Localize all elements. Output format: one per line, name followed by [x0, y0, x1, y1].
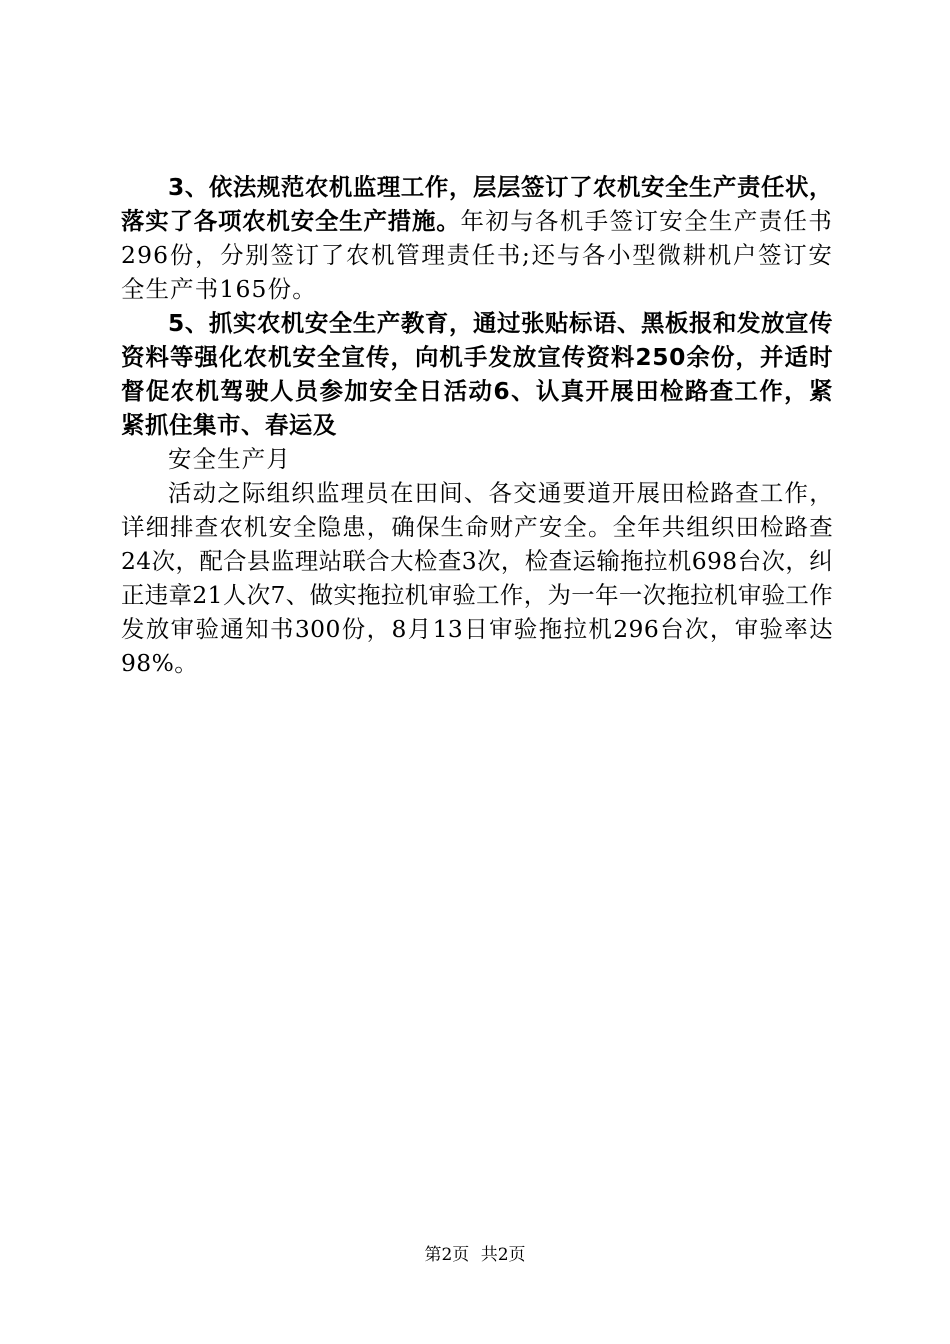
- page-number-total: 共2页: [480, 1245, 526, 1265]
- paragraph-bold-text: 3、依法规范农机监理工作，层层签订了农机安全生产责任状，落实了各项农机安全生产措施。: [121, 173, 833, 235]
- document-body: [121, 170, 833, 680]
- paragraph-normal-text: 安全生产月: [168, 445, 291, 473]
- page-number-current: 第2页: [424, 1245, 470, 1265]
- paragraph-supervision: [121, 170, 833, 306]
- paragraph-safety-month: [121, 442, 833, 476]
- page-footer: [0, 1244, 950, 1266]
- paragraph-normal-text: 年初与各机手签订安全生产责任书296份，分别签订了农机管理责任书;还与各小型微耕机户签订安全生产书165份。: [121, 207, 833, 303]
- paragraph-inspection: [121, 476, 833, 680]
- paragraph-normal-text: 活动之际组织监理员在田间、各交通要道开展田检路查工作，详细排查农机安全隐患，确保生命财产安全。全年共组织田检路查24次，配合县监理站联合大检查3次，检查运输拖拉机698台次，纠正违章21人次7、做实拖拉机审验工作，为一年一次拖拉机审验工作发放审验通知书300份，8月13日审验拖拉机296台次，审验率达98%。: [121, 479, 833, 677]
- paragraph-bold-text: 5、抓实农机安全生产教育，通过张贴标语、黑板报和发放宣传资料等强化农机安全宣传，向机手发放宣传资料250余份，并适时督促农机驾驶人员参加安全日活动6、认真开展田检路查工作，紧紧抓住集市、春运及: [121, 309, 833, 439]
- paragraph-education: [121, 306, 833, 442]
